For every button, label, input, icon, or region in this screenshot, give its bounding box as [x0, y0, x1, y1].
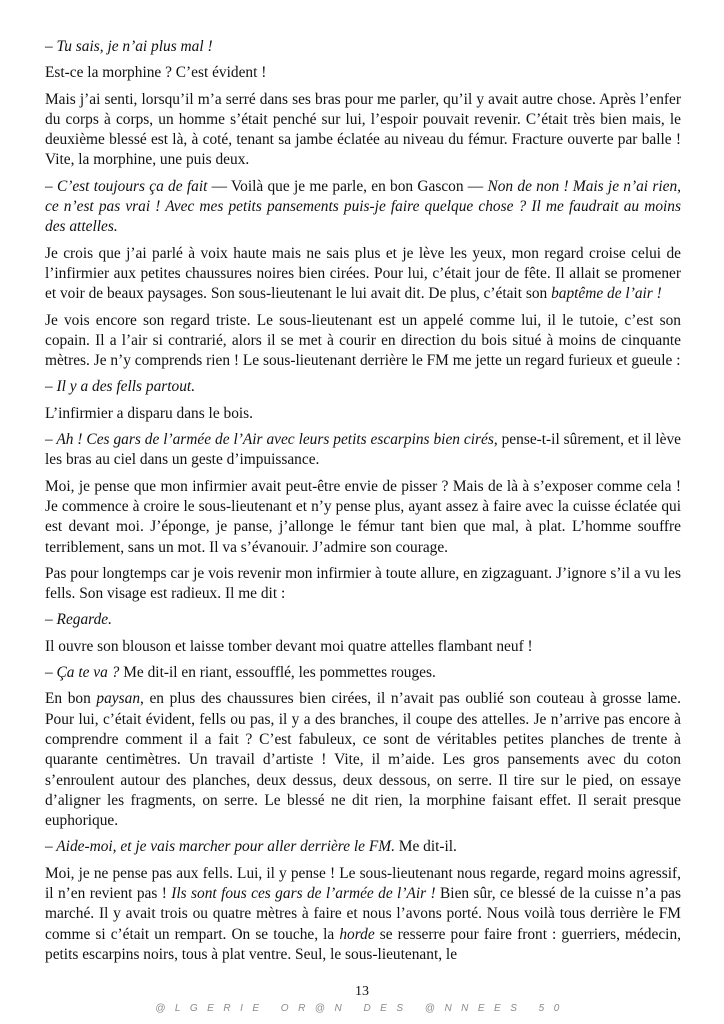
text-body	[45, 37, 681, 965]
paragraph	[45, 430, 681, 471]
text-run: Moi, je ne pense pas aux fells. Lui, il y pense ! Le sous-lieutenant nous regarde, regard moins agressif, il n’en revient pas !	[45, 864, 681, 902]
text-run: Je vois encore son regard triste. Le sous-lieutenant est un appelé comme lui, il le tutoie, c’est son copain. Il a l’air si contrarié, alors il se met à courir en direction du bois situé à moins de cinquante mètres. Je n’y comprends rien ! Le sous-lieutenant derrière le FM me jette un regard furieux et gueule :	[45, 311, 681, 370]
text-run: se resserre pour faire front : guerriers, médecin, petits escarpins noirs, tous à plat ventre. Seul, le sous-lieutenant, le	[45, 925, 681, 963]
text-run: Moi, je pense que mon infirmier avait peut-être envie de pisser ? Mais de là à s’exposer comme cela ! Je commence à croire le sous-lieutenant et n’y pense plus, ayant assez à faire avec la cuisse éclatée qui est devant moi. J’éponge, je panse, j’allonge le fémur tant bien que mal, à plat. L’homme souffre terriblement, sans un mot. Il va s’évanouir. J’admire son courage.	[45, 477, 681, 556]
paragraph	[45, 689, 681, 831]
paragraph	[45, 663, 681, 683]
italic-text-run: Ils sont fous ces gars de l’armée de l’Air !	[171, 884, 436, 902]
text-run: Pas pour longtemps car je vois revenir mon infirmier à toute allure, en zigzaguant. J’ignore s’il a vu les fells. Son visage est radieux. Il me dit :	[45, 564, 681, 603]
paragraph	[45, 177, 681, 238]
text-run: Mais j’ai senti, lorsqu’il m’a serré dans ses bras pour me parler, qu’il y avait autre chose. Après l’enfer du corps à corps, un homme s’était penché sur lui, l’espoir pouvait revenir. C’était très bien mais, le deuxième blessé est là, à coté, tenant sa jambe éclatée au niveau du fémur. Fracture ouverte par balle ! Vite, la morphine, une puis deux.	[45, 90, 681, 169]
running-footer: @LGERIE OR@N DES @NNEES 50	[155, 1003, 569, 1014]
text-run: Il ouvre son blouson et laisse tomber devant moi quatre attelles flambant neuf !	[45, 637, 533, 655]
paragraph	[45, 377, 681, 397]
italic-text-run: – Ah ! Ces gars de l’armée de l’Air avec leurs petits escarpins bien cirés	[45, 431, 494, 449]
italic-text-run: – Il y a des fells partout.	[45, 378, 196, 396]
paragraph	[45, 90, 681, 171]
text-run: Me dit-il en riant, essoufflé, les pommettes rouges.	[119, 664, 436, 682]
italic-text-run: – Aide-moi, et je vais marcher pour aller derrière le FM.	[45, 838, 395, 856]
italic-text-run: paysan	[96, 690, 141, 708]
text-run: Est-ce la morphine ? C’est évident !	[45, 64, 267, 82]
italic-text-run: Non de non ! Mais je n’ai rien, ce n’est pas vrai ! Avec mes petits pansements puis-je faire quelque chose ? Il me faudrait au moins des attelles.	[45, 177, 681, 236]
paragraph	[45, 837, 681, 857]
text-run: Me dit-il.	[394, 838, 457, 856]
italic-text-run: – Tu sais, je n’ai plus mal !	[45, 38, 213, 55]
paragraph	[45, 244, 681, 305]
text-run: L’infirmier a disparu dans le bois.	[45, 404, 254, 422]
page-number: 13	[355, 984, 369, 999]
text-run: Je crois que j’ai parlé à voix haute mais ne sais plus et je lève les yeux, mon regard croise celui de l’infirmier aux petites chaussures noires bien cirées. Pour lui, c’était jour de fête. Il allait se promener et voir de beaux paysages. Son sous-lieutenant le lui avait dit. De plus, c’était son	[45, 244, 681, 303]
text-run: En bon	[45, 690, 97, 708]
italic-text-run: baptême de l’air !	[551, 285, 662, 303]
italic-text-run: horde	[339, 925, 375, 943]
text-run: Bien sûr, ce blessé de la cuisse n’a pas marché. Il y avait trois ou quatre mètres à faire et nous l’avons porté. Nous voilà tous derrière le FM comme si c’était un rempart. On se touche, la	[45, 884, 681, 943]
italic-text-run: – C’est toujours ça de fait	[45, 177, 208, 195]
paragraph	[45, 37, 681, 57]
italic-text-run: – Regarde.	[45, 611, 112, 629]
paragraph	[45, 564, 681, 605]
paragraph	[45, 637, 681, 657]
text-run: — Voilà que je me parle, en bon Gascon —	[207, 177, 488, 195]
paragraph	[45, 63, 681, 83]
paragraph	[45, 311, 681, 372]
italic-text-run: – Ça te va ?	[45, 664, 120, 682]
paragraph	[45, 610, 681, 630]
paragraph	[45, 864, 681, 965]
paragraph	[45, 404, 681, 424]
text-run: , en plus des chaussures bien cirées, il n’avait pas oublié son couteau à grosse lame. Pour lui, c’était évident, fells ou pas, il y a des branches, il coupe des attelles. Je n’arrive pas encore à comprendre comment il a fait ? C’est fabuleux, ce sont de véritables petites planches de trente à quarante centimètres. Un travail d’artiste ! Vite, il m’aide. Les gros pansements avec du coton s’enroulent autour des planches, deux dessus, deux dessous, on serre. Il tire sur le pied, on essaye d’aligner les fragments, on serre. Le blessé ne dit rien, la morphine faisant effet. Il serait presque euphorique.	[45, 690, 681, 830]
paragraph	[45, 477, 681, 558]
text-run: , pense-t-il sûrement, et il lève les bras au ciel dans un geste d’impuissance.	[45, 431, 682, 469]
